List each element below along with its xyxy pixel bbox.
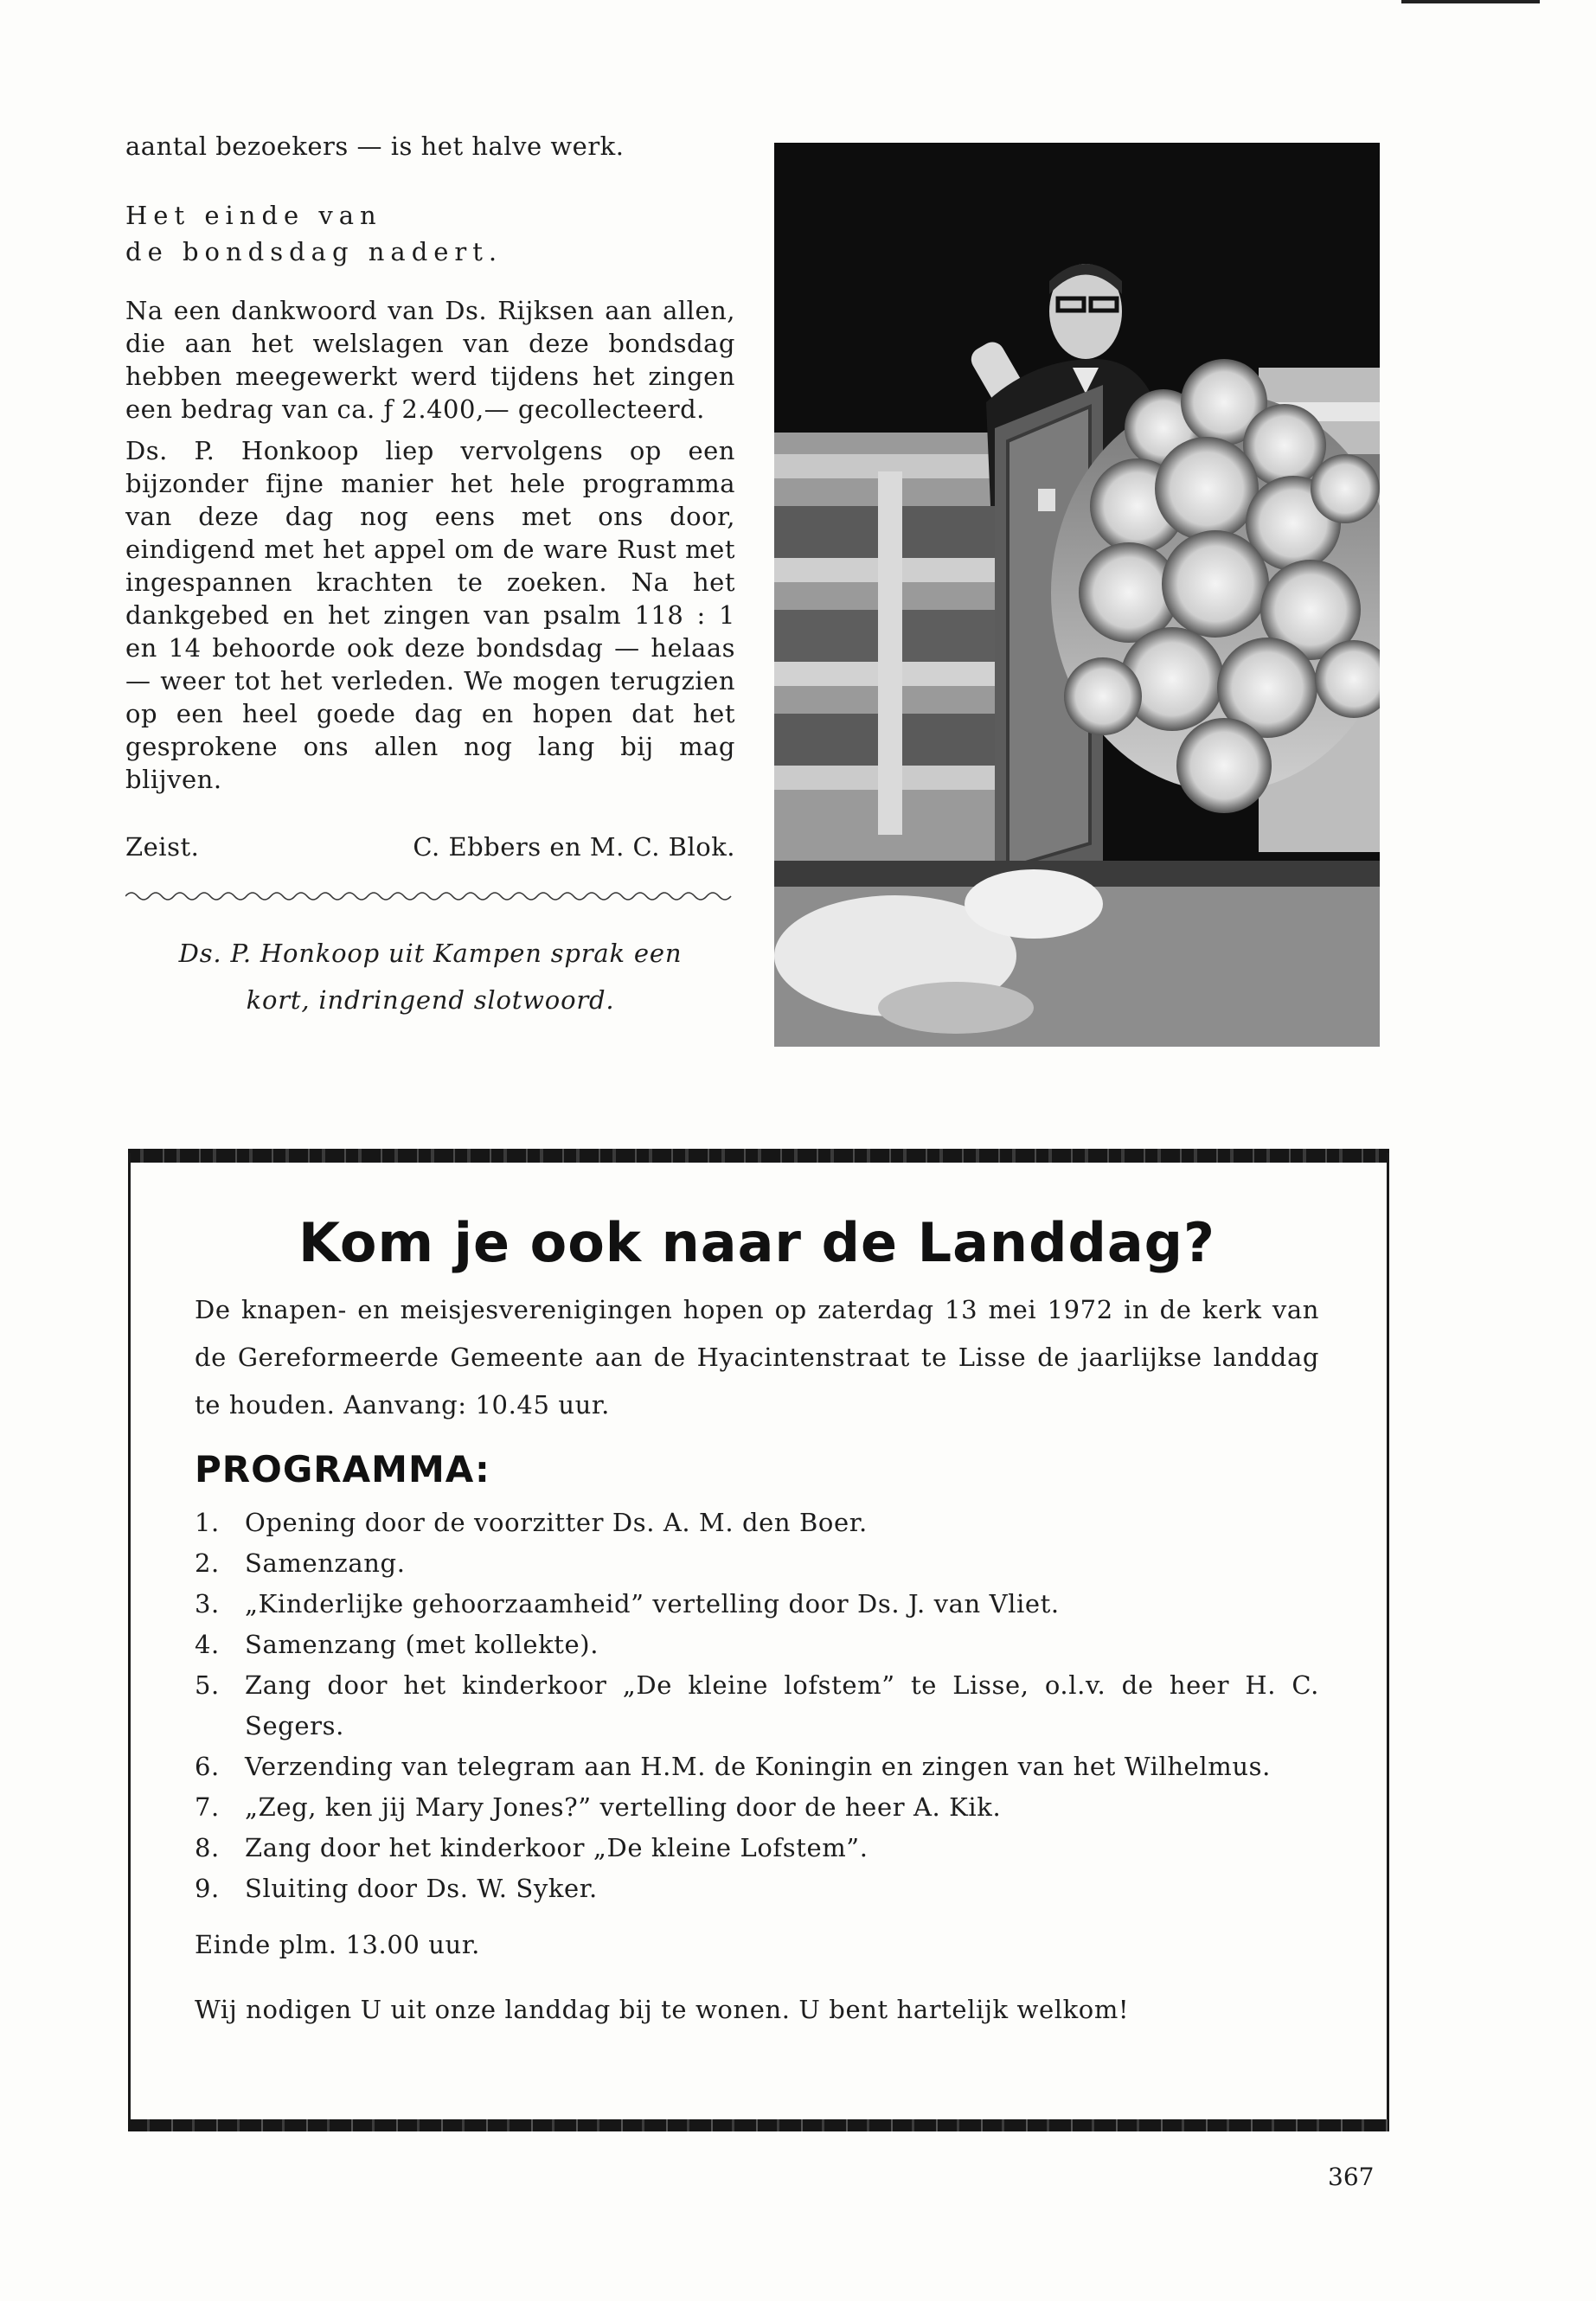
corner-rule: [1401, 0, 1540, 3]
program-item: [195, 1584, 1319, 1625]
program-item-number: 6.: [195, 1752, 220, 1781]
program-item-number: 5.: [195, 1670, 220, 1700]
caption-line-2: kort, indringend slotwoord.: [246, 985, 615, 1015]
wavy-divider: [125, 889, 735, 903]
announcement-content: [195, 1211, 1319, 2030]
program-title: PROGRAMMA:: [195, 1448, 490, 1490]
section-heading-line1: Het einde van: [125, 201, 382, 230]
section-heading-line2: de bondsdag nadert.: [125, 237, 503, 266]
announcement-headline: Kom je ook naar de Landdag?: [298, 1211, 1216, 1274]
program-item-number: 9.: [195, 1874, 220, 1903]
program-list: [195, 1503, 1319, 1909]
photo-caption: [125, 930, 735, 1023]
announcement-intro: De knapen- en meisjesverenigingen hopen op zaterdag 13 mei 1972 in de kerk van de Gereformeerde Gemeente aan de Hyacintenstraat te Lisse de jaarlijkse landdag te houden. Aanvang: 10.45 uur.: [195, 1295, 1319, 1420]
program-item-number: 3.: [195, 1589, 220, 1618]
end-time-text: Einde plm. 13.00 uur.: [195, 1930, 480, 1959]
program-item: [195, 1787, 1319, 1828]
box-bottom-border: [128, 2119, 1389, 2131]
program-item: [195, 1625, 1319, 1665]
program-item: [195, 1868, 1319, 1909]
program-item-number: 7.: [195, 1792, 220, 1822]
program-item-number: 4.: [195, 1630, 220, 1659]
speaker-photo: [774, 143, 1380, 1047]
authors-text: C. Ebbers en M. C. Blok.: [413, 832, 735, 862]
program-item: [195, 1543, 1319, 1584]
program-item-text: Verzending van telegram aan H.M. de Koningin en zingen van het Wilhelmus.: [245, 1752, 1271, 1781]
invitation-text: Wij nodigen U uit onze landdag bij te wonen. U bent hartelijk welkom!: [195, 1995, 1130, 2024]
program-item-text: „Zeg, ken jij Mary Jones?” vertelling door de heer A. Kik.: [245, 1792, 1002, 1822]
program-item-text: Samenzang.: [245, 1548, 406, 1578]
program-item-number: 2.: [195, 1548, 220, 1578]
article-column: [125, 130, 735, 1023]
program-item-text: „Kinderlijke gehoorzaamheid” vertelling door Ds. J. van Vliet.: [245, 1589, 1060, 1618]
paragraph-1: Na een dankwoord van Ds. Rijksen aan allen, die aan het welslagen van deze bondsdag hebben meegewerkt werd tijdens het zingen een bedrag van ca. ƒ 2.400,— gecollecteerd.: [125, 296, 735, 424]
program-item-text: Sluiting door Ds. W. Syker.: [245, 1874, 598, 1903]
program-item-text: Opening door de voorzitter Ds. A. M. den Boer.: [245, 1508, 868, 1537]
program-item: [195, 1747, 1319, 1787]
program-item-number: 1.: [195, 1508, 220, 1537]
page-number: 367: [1328, 2163, 1375, 2191]
program-item-text: Zang door het kinderkoor „De kleine lofstem” te Lisse, o.l.v. de heer H. C. Segers.: [245, 1670, 1319, 1740]
program-item: [195, 1503, 1319, 1543]
program-item-text: Zang door het kinderkoor „De kleine Lofstem”.: [245, 1833, 869, 1862]
signature-row: [125, 830, 735, 863]
paragraph-2: Ds. P. Honkoop liep vervolgens op een bijzonder fijne manier het hele programma van deze dag nog eens met ons door, eindigend met het appel om de ware Rust met ingespannen krachten te zoeken. Na het dankgebed en het zingen van psalm 118 : 1 en 14 behoorde ook deze bondsdag — helaas — weer tot het verleden. We mogen terugzien op een heel goede dag en hopen dat het gesprokene ons allen nog lang bij mag blijven.: [125, 436, 735, 794]
speaker-photo-illustration: [774, 143, 1380, 1047]
lead-text: aantal bezoekers — is het halve werk.: [125, 131, 625, 161]
caption-line-1: Ds. P. Honkoop uit Kampen sprak een: [178, 939, 683, 968]
program-item-text: Samenzang (met kollekte).: [245, 1630, 599, 1659]
program-item: [195, 1665, 1319, 1747]
place-text: Zeist.: [125, 832, 200, 862]
program-item-number: 8.: [195, 1833, 220, 1862]
program-item: [195, 1828, 1319, 1868]
